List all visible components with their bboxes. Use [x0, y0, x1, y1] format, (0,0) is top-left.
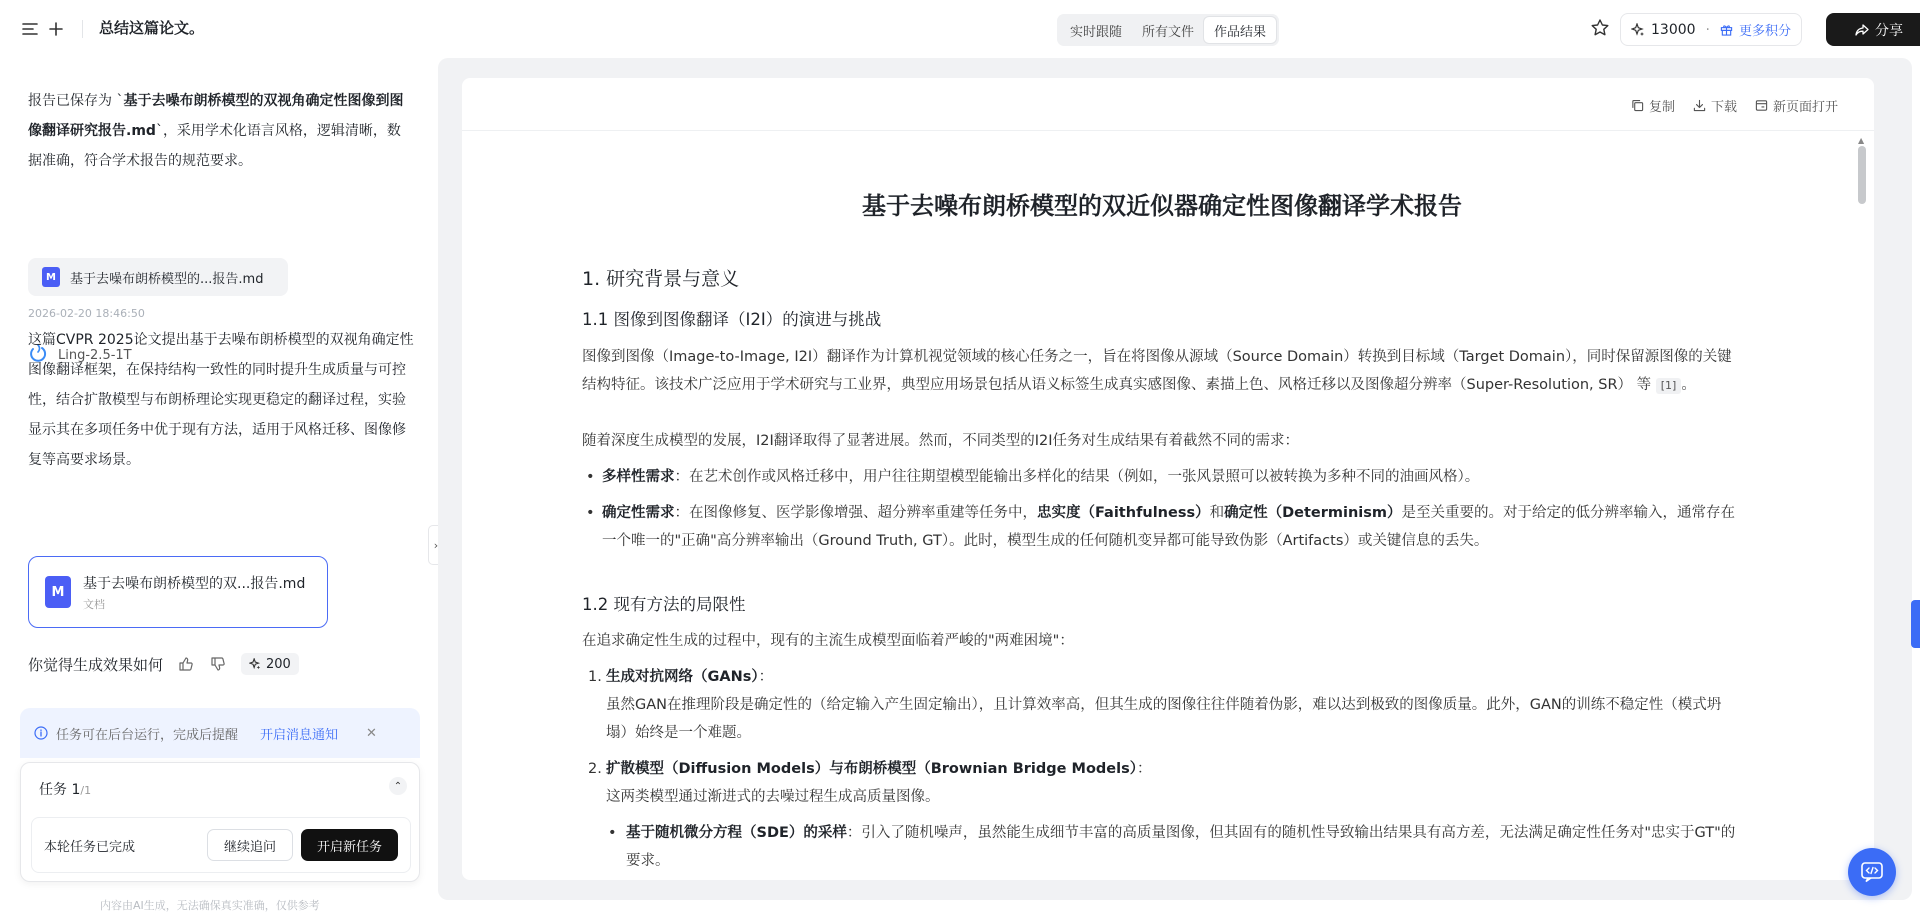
tab-all-files[interactable]: 所有文件	[1142, 24, 1195, 40]
new-task-button[interactable]: 开启新任务	[301, 829, 398, 861]
document-title: 基于去噪布朗桥模型的双近似器确定性图像翻译学术报告	[862, 192, 1462, 220]
file-chip[interactable]	[28, 258, 288, 296]
subsection-heading-1-2: 1.2 现有方法的局限性	[582, 595, 746, 614]
task-panel	[20, 762, 420, 882]
open-new-page-icon	[1755, 99, 1768, 112]
chevron-up-icon[interactable]: ⌃	[389, 777, 407, 795]
info-icon	[34, 726, 48, 740]
thumbs-up-icon[interactable]	[177, 655, 195, 673]
timestamp: 2026-02-20 18:46:50	[28, 307, 145, 320]
chevron-right-icon: ›	[433, 538, 439, 552]
card-title: 基于去噪布朗桥模型的双...报告.md	[83, 575, 306, 592]
more-points-link[interactable]: 更多积分	[1739, 24, 1792, 39]
document-scrollbar[interactable]	[1858, 136, 1866, 870]
continue-ask-button[interactable]: 继续追问	[207, 829, 293, 861]
section-heading-1: 1. 研究背景与意义	[582, 268, 740, 290]
reward-points-badge	[241, 653, 299, 675]
download-label: 下载	[1710, 100, 1737, 115]
ai-disclaimer: 内容由AI生成，无法确保真实准确，仅供参考	[100, 899, 320, 912]
share-button[interactable]	[1826, 13, 1920, 46]
task-count: /1	[80, 784, 92, 797]
view-tabs	[1057, 14, 1279, 46]
menu-icon[interactable]	[20, 19, 40, 39]
ordered-item-2-label: 扩散模型（Diffusion Models）与布朗桥模型（Brownian Bridge Models）	[606, 761, 1137, 777]
card-type: 文档	[83, 597, 105, 611]
assistant-message-2: 这篇CVPR 2025论文提出基于去噪布朗桥模型的双视角确定性图像翻译框架，在保持结构一致性的同时提升生成质量与可控性，结合扩散模型与布朗桥理论实现更稳定的翻译过程，实验显示其在多项任务中优于现有方法，适用于风格迁移、图像修复等高要求场景。	[28, 332, 414, 468]
download-button[interactable]	[1693, 96, 1737, 115]
paragraph-1-end: 。	[1681, 377, 1696, 393]
citation-badge[interactable]: [1]	[1656, 378, 1682, 394]
copy-icon	[1631, 99, 1644, 112]
task-label: 任务 1	[39, 782, 81, 798]
bullet-determinism-text-a: ：在图像修复、医学影像增强、超分辨率重建等任务中，	[674, 505, 1037, 521]
points-separator: ·	[1705, 21, 1710, 38]
ordered-item-1-label: 生成对抗网络（GANs）	[606, 669, 759, 685]
bullet-determinism-label: 确定性需求	[602, 505, 675, 521]
star-icon[interactable]	[1590, 18, 1612, 40]
ordered-item-1-text: 虽然GAN在推理阶段是确定性的（给定输入产生固定输出），且计算效率高，但其生成的图像往往伴随着伪影，难以达到极致的图像质量。此外，GAN的训练不稳定性（模式坍塌）始终是一个难题。	[606, 697, 1722, 741]
msg1-pre: 报告已保存为 `	[28, 93, 124, 109]
bullet-determinism-determinism: 确定性（Determinism）	[1224, 505, 1402, 521]
sparkle-icon	[249, 658, 261, 670]
tab-work-result[interactable]: 作品结果	[1204, 17, 1276, 43]
bullet-diversity-label: 多样性需求	[602, 469, 675, 485]
feedback-row	[28, 653, 299, 675]
enable-notifications-link[interactable]: 开启消息通知	[260, 727, 339, 743]
paragraph-2: 随着深度生成模型的发展，I2I翻译取得了显著进展。然而，不同类型的I2I任务对生成结果有着截然不同的需求：	[582, 433, 1300, 449]
new-chat-icon[interactable]	[46, 19, 66, 39]
task-header	[39, 779, 91, 799]
sub-bullet-sde: • 基于随机微分方程（SDE）的采样：引入了随机噪声，虽然能生成细节丰富的高质量图像，但其固有的随机性导致输出结果具有高方差，无法满足确定性任务对"忠实于GT"的要求。	[608, 825, 1736, 869]
scroll-up-icon[interactable]: ▲	[1858, 136, 1865, 145]
task-status: 本轮任务已完成	[44, 839, 136, 855]
code-icon	[1860, 861, 1884, 883]
page-title: 总结这篇论文。	[99, 19, 205, 37]
msg1-post: `，采用学术化语言风格，逻辑清晰，数据准确，符合学术报告的规范要求。	[28, 123, 401, 169]
document-toolbar	[1631, 96, 1838, 115]
ordered-item-1: 1. 生成对抗网络（GANs）： 虽然GAN在推理阶段是确定性的（给定输入产生固定输出），且计算效率高，但其生成的图像往往伴随着伪影，难以达到极致的图像质量。此外，GAN的训练不稳定性（模式坍塌）始终是一个难题。	[588, 669, 1722, 741]
notification-banner	[20, 708, 420, 758]
points-balance[interactable]	[1620, 13, 1802, 46]
markdown-file-icon: M	[45, 576, 71, 608]
model-name: Ling-2.5-1T	[58, 347, 132, 363]
ordered-item-2: 2. 扩散模型（Diffusion Models）与布朗桥模型（Brownian Bridge Models）： 这两类模型通过渐进式的去噪过程生成高质量图像。	[588, 761, 1152, 805]
ordered-item-1-colon: ：	[758, 669, 774, 685]
bullet-determinism: • 确定性需求：在图像修复、医学影像增强、超分辨率重建等任务中，忠实度（Faithfulness）和确定性（Determinism）是至关重要的。对于给定的低分辨率输入，通常存在一个唯一的"正确"高分辨率输出（Ground Truth, GT）。此时，模型生成的任何随机变异都可能导致伪影（Artifacts）或关键信息的丢失。	[586, 505, 1735, 549]
share-icon	[1855, 23, 1869, 37]
open-new-page-label: 新页面打开	[1772, 100, 1838, 115]
gift-icon	[1720, 23, 1733, 36]
thumbs-down-icon[interactable]	[209, 655, 227, 673]
paragraph-3: 在追求确定性生成的过程中，现有的主流生成模型面临着严峻的"两难困境"：	[582, 633, 1074, 649]
toolbar-divider	[462, 130, 1874, 131]
code-view-button[interactable]	[1848, 848, 1896, 896]
bullet-diversity: • 多样性需求：在艺术创作或风格迁移中，用户往往期望模型能输出多样化的结果（例如，一张风景照可以被转换为多种不同的油画风格）。	[586, 469, 1480, 485]
sub-bullet-sde-label: 基于随机微分方程（SDE）的采样	[626, 825, 847, 841]
tab-live-follow[interactable]: 实时跟随	[1070, 24, 1123, 40]
subsection-heading-1-1: 1.1 图像到图像翻译（I2I）的演进与挑战	[582, 310, 882, 329]
divider	[82, 20, 83, 38]
close-icon[interactable]: ✕	[366, 725, 377, 741]
share-label: 分享	[1875, 22, 1903, 39]
scrollbar-thumb[interactable]	[1858, 146, 1866, 204]
msg1-filename: 基于去噪布朗桥模型的双视角确定性图像到图像翻译研究报告.md	[28, 93, 404, 139]
top-bar	[0, 0, 1920, 58]
task-status-row	[31, 817, 411, 873]
sparkle-icon	[1631, 23, 1645, 37]
notice-text: 任务可在后台运行，完成后提醒	[56, 727, 239, 743]
reward-points-value: 200	[266, 656, 291, 672]
sub-bullet-sde-text: ：引入了随机噪声，虽然能生成细节丰富的高质量图像，但其固有的随机性导致输出结果具有高方差，无法满足确定性任务对"忠实于GT"的要求。	[626, 825, 1736, 869]
bullet-diversity-text: ：在艺术创作或风格迁移中，用户往往期望模型能输出多样化的结果（例如，一张风景照可以被转换为多种不同的油画风格）。	[674, 469, 1480, 485]
ordered-item-2-text: 这两类模型通过渐进式的去噪过程生成高质量图像。	[606, 789, 940, 805]
bullet-determinism-text-b: 是至关重要的。对于给定的低分辨率输入，通常存在一个唯一的"正确"高分辨率输出（Ground Truth, GT）。此时，模型生成的任何随机变异都可能导致伪影（Artifacts）或关键信息的丢失。	[602, 505, 1735, 549]
paragraph-1	[582, 343, 1742, 399]
paragraph-1-text: 图像到图像（Image-to-Image, I2I）翻译作为计算机视觉领域的核心任务之一，旨在将图像从源域（Source Domain）转换到目标域（Target Domain），同时保留源图像的关键结构特征。该技术广泛应用于学术研究与工业界，典型应用场景包括从语义标签生成真实感图像、素描上色、风格迁移以及图像超分辨率（Super-Resolution, SR） 等	[582, 349, 1732, 393]
download-icon	[1693, 99, 1706, 112]
document-content	[582, 186, 1742, 869]
bullet-determinism-faithfulness: 忠实度（Faithfulness）	[1037, 505, 1210, 521]
markdown-file-icon: M	[42, 267, 60, 287]
assistant-message-1	[28, 86, 414, 176]
document-viewer	[462, 78, 1874, 880]
feedback-question: 你觉得生成效果如何	[28, 655, 164, 674]
file-chip-label: 基于去噪布朗桥模型的...报告.md	[70, 271, 264, 287]
ordered-item-2-colon: ：	[1137, 761, 1152, 777]
bullet-determinism-and: 和	[1209, 505, 1225, 521]
copy-label: 复制	[1648, 100, 1675, 115]
open-new-page-button[interactable]	[1755, 96, 1838, 115]
copy-button[interactable]	[1631, 96, 1675, 115]
side-drawer-handle[interactable]	[1911, 600, 1920, 648]
points-value: 13000	[1651, 21, 1696, 38]
report-file-card[interactable]	[28, 556, 328, 628]
